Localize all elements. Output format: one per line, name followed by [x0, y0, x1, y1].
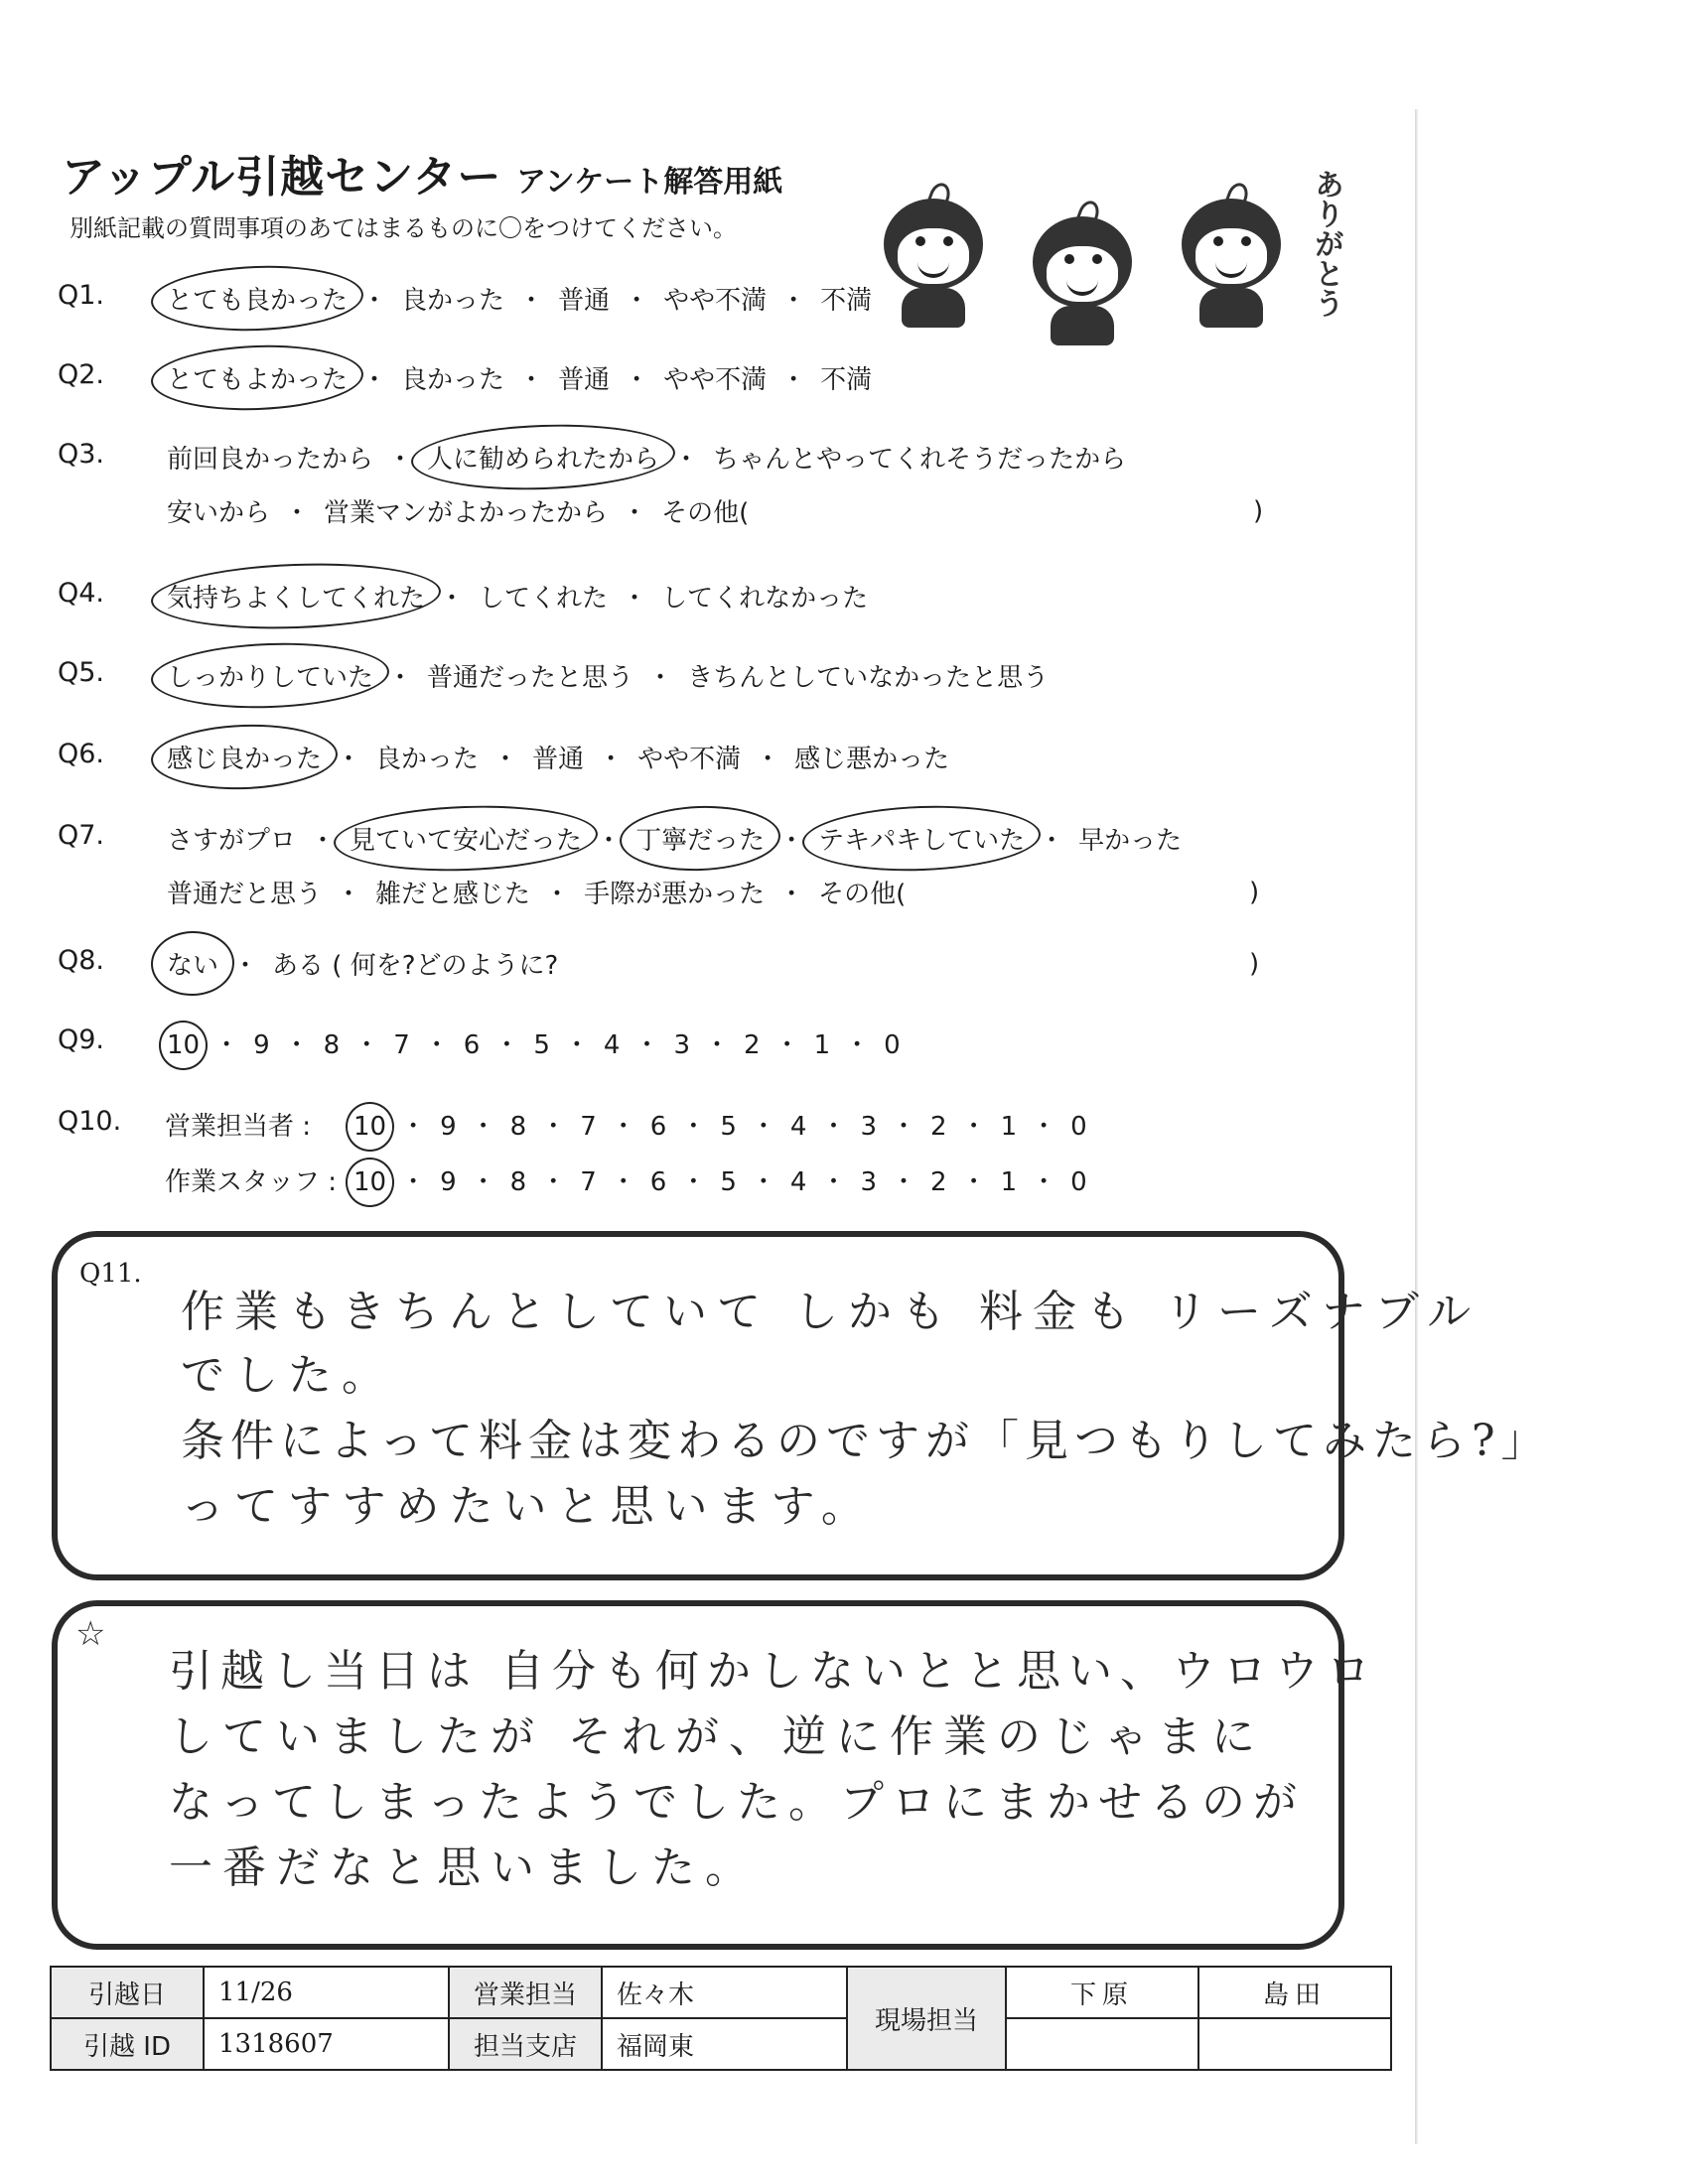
rating-option[interactable]: 9: [440, 1167, 457, 1197]
selected-rating[interactable]: 10: [353, 1112, 387, 1142]
rating-option[interactable]: 7: [580, 1167, 597, 1197]
question-label: Q10.: [58, 1106, 122, 1137]
monkey-mascot-icon: [1023, 206, 1142, 345]
option-row: [165, 874, 908, 910]
separator: ・: [610, 1167, 636, 1197]
separator: ・: [400, 1112, 427, 1142]
separator: ・: [673, 445, 700, 475]
selected-option[interactable]: ない: [165, 945, 220, 982]
separator: ・: [960, 1112, 987, 1142]
separator: ・: [598, 745, 625, 774]
answer-option[interactable]: 不満: [820, 286, 873, 316]
separator: ・: [778, 826, 805, 856]
sales-rep-label: 営業担当: [449, 1967, 602, 2018]
separator: ・: [680, 1112, 707, 1142]
option-row: [165, 578, 870, 614]
separator: ・: [1039, 826, 1065, 856]
separator: ・: [493, 1030, 520, 1060]
answer-option[interactable]: ちゃんとやってくれそうだったから: [713, 445, 1127, 475]
q11-line: でした。: [181, 1350, 395, 1401]
answer-option[interactable]: やや不満: [637, 745, 742, 774]
separator: ・: [518, 286, 545, 316]
selected-option[interactable]: とても良かった: [165, 280, 350, 317]
answer-option[interactable]: さすがプロ: [167, 826, 297, 856]
question-label: Q4.: [58, 578, 105, 609]
answer-option[interactable]: 8: [323, 1030, 341, 1060]
rating-option[interactable]: 1: [1000, 1112, 1018, 1142]
answer-option[interactable]: 普通だと思う: [167, 880, 323, 909]
separator: ・: [310, 826, 337, 856]
question-label: Q3.: [58, 439, 105, 470]
branch-value: 福岡東: [602, 2018, 847, 2070]
selected-option[interactable]: 丁寧だった: [633, 820, 767, 857]
separator: ・: [820, 1112, 847, 1142]
question-label: Q1.: [58, 280, 105, 311]
separator: ・: [470, 1112, 496, 1142]
separator: ・: [891, 1167, 917, 1197]
answer-option[interactable]: 9: [253, 1030, 270, 1060]
separator: ・: [439, 584, 466, 614]
answer-option[interactable]: ある ( 何を?どのように?: [272, 951, 559, 981]
move-date-value: 11/26: [204, 1967, 449, 2018]
answer-option[interactable]: 3: [673, 1030, 691, 1060]
separator: ・: [596, 826, 623, 856]
answer-option[interactable]: 雑だと感じた: [375, 880, 531, 909]
site-staff-empty-cell: [1006, 2018, 1198, 2070]
answer-option[interactable]: 2: [744, 1030, 761, 1060]
separator: ・: [423, 1030, 450, 1060]
selected-rating[interactable]: 10: [353, 1167, 387, 1197]
site-staff-label: 現場担当: [847, 1967, 1006, 2070]
separator: ・: [750, 1112, 776, 1142]
separator: ・: [492, 745, 519, 774]
site-staff-empty-cell: [1198, 2018, 1391, 2070]
separator: ・: [544, 880, 571, 909]
answer-option[interactable]: 普通: [558, 365, 611, 395]
move-info-table: [50, 1966, 1392, 2071]
question-label: Q8.: [58, 945, 105, 976]
rating-option[interactable]: 1: [1000, 1167, 1018, 1197]
separator: ・: [284, 498, 311, 528]
rating-option[interactable]: 4: [789, 1112, 807, 1142]
answer-option[interactable]: 0: [884, 1030, 901, 1060]
move-id-label: 引越 ID: [51, 2018, 204, 2070]
answer-option[interactable]: その他(: [818, 880, 907, 909]
thanks-text: ありがとう: [1309, 169, 1343, 318]
rating-option[interactable]: 2: [930, 1112, 947, 1142]
rating-option[interactable]: 4: [789, 1167, 807, 1197]
answer-option[interactable]: 5: [533, 1030, 550, 1060]
answer-option[interactable]: やや不満: [663, 286, 768, 316]
selected-option[interactable]: 感じ良かった: [165, 739, 324, 775]
option-row: [165, 492, 751, 529]
separator: ・: [387, 663, 414, 693]
closing-paren: ): [1249, 949, 1260, 979]
separator: ・: [387, 445, 414, 475]
option-row: [165, 820, 1184, 857]
option-row: [165, 439, 1128, 476]
rating-option[interactable]: 3: [860, 1112, 878, 1142]
separator: ・: [400, 1167, 427, 1197]
option-row: [165, 359, 874, 396]
answer-option[interactable]: 不満: [820, 365, 873, 395]
brand-name: アップル引越センター: [62, 152, 502, 203]
separator: ・: [361, 286, 388, 316]
separator: ・: [518, 365, 545, 395]
separator: ・: [353, 1030, 380, 1060]
option-row: [165, 280, 874, 317]
answer-option[interactable]: やや不満: [663, 365, 768, 395]
site-staff-name: 下原: [1006, 1967, 1198, 2018]
q11-line: 作業もきちんとしていて しかも 料金も リーズナブル: [181, 1287, 1481, 1337]
question-label: Q9.: [58, 1024, 105, 1055]
answer-option[interactable]: 手際が悪かった: [584, 880, 766, 909]
separator: ・: [622, 498, 648, 528]
separator: ・: [624, 365, 650, 395]
comment-line: 一番だなと思いました。: [169, 1843, 759, 1893]
document-title: アンケート解答用紙: [516, 165, 783, 200]
rating-option[interactable]: 8: [509, 1167, 527, 1197]
separator: ・: [844, 1030, 871, 1060]
separator: ・: [680, 1167, 707, 1197]
separator: ・: [755, 745, 781, 774]
rating-options: [352, 1161, 1089, 1198]
separator: ・: [213, 1030, 240, 1060]
move-id-value: 1318607: [204, 2018, 449, 2070]
rating-option[interactable]: 5: [720, 1112, 737, 1142]
option-row: [165, 657, 1051, 694]
option-row: [165, 945, 560, 982]
rating-option[interactable]: 3: [860, 1167, 878, 1197]
separator: ・: [774, 1030, 800, 1060]
answer-option[interactable]: 営業マンがよかったから: [324, 498, 609, 528]
answer-option[interactable]: 7: [393, 1030, 410, 1060]
question-label: Q2.: [58, 359, 105, 390]
selected-option[interactable]: 見ていて安心だった: [348, 820, 584, 857]
answer-option[interactable]: 前回良かったから: [167, 445, 374, 475]
rating-option[interactable]: 5: [720, 1167, 737, 1197]
separator: ・: [780, 286, 807, 316]
q11-line: 条件によって料金は変わるのですが「見つもりしてみたら?」: [181, 1416, 1551, 1466]
selected-option[interactable]: 人に勧められたから: [425, 439, 661, 476]
selected-option[interactable]: とてもよかった: [165, 359, 350, 396]
rating-row-label: 作業スタッフ :: [165, 1167, 338, 1197]
rating-option[interactable]: 7: [580, 1112, 597, 1142]
branch-label: 担当支店: [449, 2018, 602, 2070]
separator: ・: [820, 1167, 847, 1197]
separator: ・: [283, 1030, 310, 1060]
option-row: [165, 739, 951, 775]
separator: ・: [336, 880, 362, 909]
answer-option[interactable]: 感じ悪かった: [794, 745, 950, 774]
answer-option[interactable]: してくれた: [479, 584, 609, 614]
separator: ・: [540, 1167, 567, 1197]
q11-line: ってすすめたいと思います。: [181, 1481, 875, 1532]
site-staff-name: 島田: [1198, 1967, 1391, 2018]
selected-option[interactable]: 10: [167, 1030, 201, 1060]
closing-paren: ): [1253, 496, 1264, 526]
rating-option[interactable]: 2: [930, 1167, 947, 1197]
separator: ・: [361, 365, 388, 395]
selected-option[interactable]: しっかりしていた: [165, 657, 375, 694]
rating-option[interactable]: 8: [509, 1112, 527, 1142]
monkey-mascot-icon: [1172, 189, 1291, 328]
separator: ・: [704, 1030, 731, 1060]
separator: ・: [960, 1167, 987, 1197]
separator: ・: [750, 1167, 776, 1197]
rating-row-label: 営業担当者 :: [165, 1112, 312, 1142]
separator: ・: [540, 1112, 567, 1142]
rating-option[interactable]: 0: [1070, 1112, 1087, 1142]
answer-option[interactable]: 安いから: [167, 498, 271, 528]
separator: ・: [624, 286, 650, 316]
answer-option[interactable]: 1: [813, 1030, 831, 1060]
question-label: Q6.: [58, 739, 105, 769]
answer-option[interactable]: してくれなかった: [661, 584, 869, 614]
closing-paren: ): [1249, 878, 1260, 907]
answer-option[interactable]: 普通: [532, 745, 585, 774]
separator: ・: [622, 584, 648, 614]
sales-rep-value: 佐々木: [602, 1967, 847, 2018]
monkey-mascot-icon: [874, 189, 993, 328]
separator: ・: [780, 365, 807, 395]
answer-option[interactable]: きちんとしていなかったと思う: [687, 663, 1050, 693]
rating-option[interactable]: 6: [649, 1167, 667, 1197]
star-icon: ☆: [75, 1614, 106, 1654]
separator: ・: [336, 745, 362, 774]
separator: ・: [891, 1112, 917, 1142]
comment-line: なってしまったようでした。プロにまかせるのが: [169, 1777, 1305, 1828]
comment-line: していましたが それが、逆に作業のじゃまに: [169, 1711, 1265, 1762]
answer-option[interactable]: 普通だったと思う: [427, 663, 634, 693]
rating-option[interactable]: 6: [649, 1112, 667, 1142]
answer-option[interactable]: その他(: [661, 498, 750, 528]
question-label: Q5.: [58, 657, 105, 688]
answer-option[interactable]: 普通: [558, 286, 611, 316]
comment-line: 引越し当日は 自分も何かしないとと思い、ウロウロ: [169, 1646, 1378, 1697]
selected-option[interactable]: テキパキしていた: [816, 820, 1027, 857]
separator: ・: [1031, 1112, 1057, 1142]
separator: ・: [778, 880, 805, 909]
separator: ・: [470, 1167, 496, 1197]
rating-options: [352, 1106, 1089, 1143]
answer-option[interactable]: 良かった: [401, 286, 505, 316]
answer-option[interactable]: 6: [463, 1030, 481, 1060]
question-label: Q7.: [58, 820, 105, 851]
answer-option[interactable]: 良かった: [401, 365, 505, 395]
rating-option[interactable]: 9: [440, 1112, 457, 1142]
separator: ・: [647, 663, 674, 693]
separator: ・: [232, 951, 259, 981]
instruction-text: 別紙記載の質問事項のあてはまるものに〇をつけてください。: [70, 214, 737, 242]
move-date-label: 引越日: [51, 1967, 204, 2018]
answer-option[interactable]: 良かった: [375, 745, 480, 774]
answer-option[interactable]: 4: [603, 1030, 621, 1060]
separator: ・: [610, 1112, 636, 1142]
separator: ・: [563, 1030, 590, 1060]
separator: ・: [1031, 1167, 1057, 1197]
separator: ・: [633, 1030, 660, 1060]
q11-label: Q11.: [79, 1259, 142, 1289]
option-row: [165, 1024, 903, 1061]
mascot-illustration: [874, 159, 1343, 338]
page-edge: [1415, 109, 1418, 2144]
rating-option[interactable]: 0: [1070, 1167, 1087, 1197]
answer-option[interactable]: 早かった: [1078, 826, 1183, 856]
selected-option[interactable]: 気持ちよくしてくれた: [165, 578, 427, 614]
